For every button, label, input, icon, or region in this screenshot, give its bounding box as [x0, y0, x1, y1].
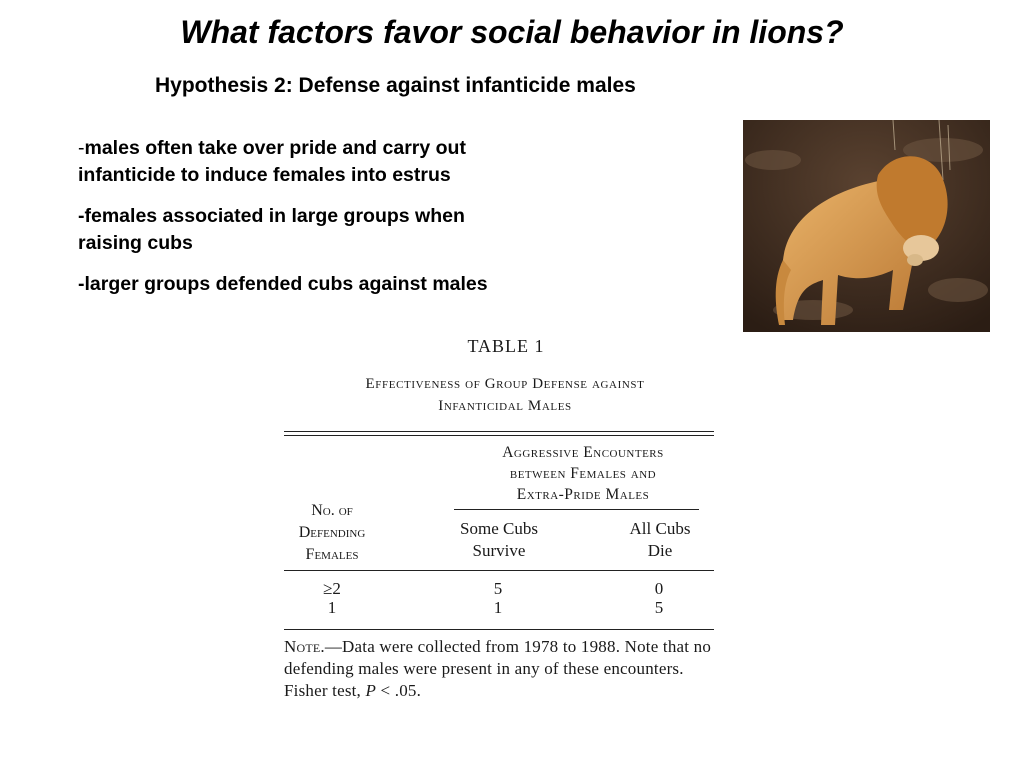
column-header-line: Defending: [298, 524, 366, 541]
cell-some-survive: 1: [493, 598, 503, 617]
column-header-line: All Cubs: [629, 519, 691, 538]
column-header-some-survive: [444, 518, 554, 562]
table-caption-line: Effectiveness of Group Defense against: [365, 376, 645, 392]
cell-all-die: 0: [654, 579, 664, 598]
lion-carrying-cub-image: [743, 120, 990, 332]
group-header-line: between Females and: [509, 465, 657, 482]
table-row: [284, 598, 714, 617]
table-header: [284, 436, 714, 570]
bullet-text: females associated in large groups when raising cubs: [78, 205, 465, 254]
bullet-text: males often take over pride and carry out infanticide to induce females into estrus: [78, 137, 466, 186]
cell-females: 1: [327, 598, 337, 617]
table-title: TABLE 1: [467, 336, 545, 356]
column-header-all-die: [612, 518, 708, 562]
note-label: Note.: [284, 637, 325, 656]
column-header-females: [284, 500, 380, 566]
group-header-line: Extra-Pride Males: [516, 486, 650, 503]
bullet-dash: -: [78, 273, 85, 295]
table-bottom-rule: [284, 629, 714, 630]
table-note: [284, 636, 714, 702]
slide-subtitle: Hypothesis 2: Defense against infanticide males: [155, 74, 636, 97]
column-header-line: Survive: [472, 541, 526, 560]
table-row: [284, 579, 714, 598]
bullet-dash: -: [78, 137, 85, 159]
note-p-symbol: P: [365, 681, 377, 700]
bullet-item: [78, 203, 498, 257]
group-header-rule: [454, 509, 699, 510]
lion-photo: [743, 120, 990, 332]
column-header-line: Die: [647, 541, 673, 560]
cell-females: ≥2: [323, 579, 341, 598]
table-caption-line: Infanticidal Males: [438, 398, 572, 414]
group-header: [454, 442, 712, 505]
bullet-dash: -: [78, 205, 85, 227]
column-header-line: Some Cubs: [460, 519, 538, 538]
group-header-line: Aggressive Encounters: [502, 444, 664, 461]
bullet-item: [78, 135, 498, 189]
bullet-list: [78, 135, 498, 312]
note-text: —Data were collected from 1978 to 1988. Note that no defending males were present in any of these encounters. Fisher test,: [284, 637, 712, 700]
cell-some-survive: 5: [493, 579, 503, 598]
bullet-text: larger groups defended cubs against males: [84, 273, 488, 295]
data-table: [284, 336, 714, 702]
bullet-item: [78, 271, 498, 298]
column-header-line: Females: [305, 546, 359, 563]
column-header-line: No. of: [311, 502, 353, 519]
note-text-end: < .05.: [376, 681, 422, 700]
table-caption: [296, 373, 714, 417]
table-body: [284, 571, 714, 629]
slide-title: What factors favor social behavior in lions?: [180, 14, 844, 50]
cell-all-die: 5: [654, 598, 664, 617]
